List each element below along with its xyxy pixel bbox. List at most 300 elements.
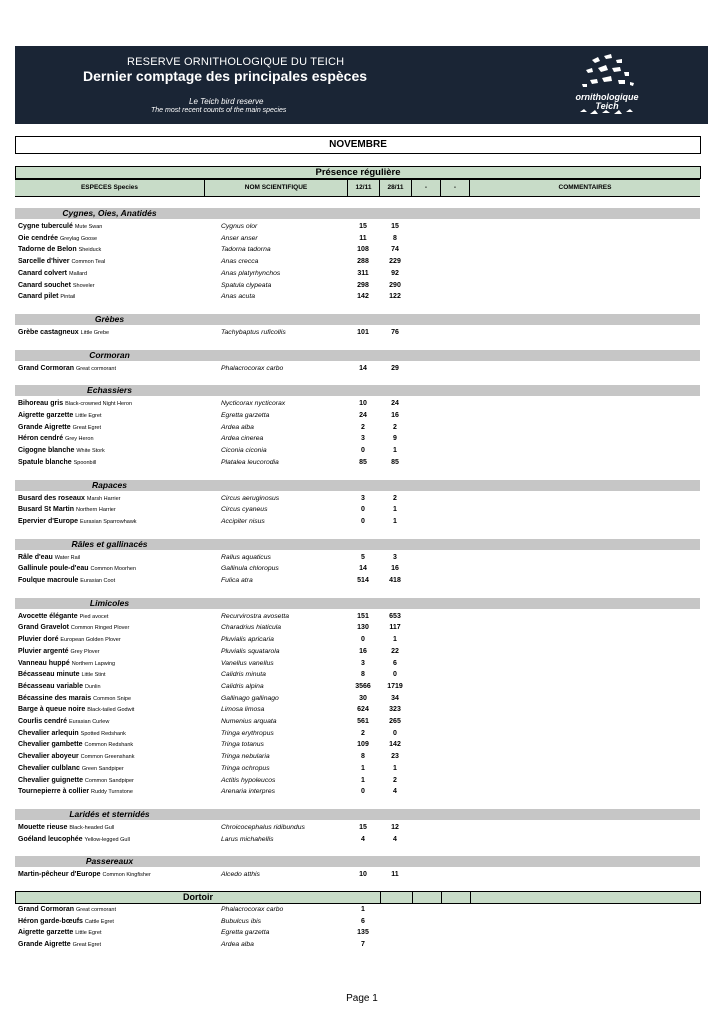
table-row	[15, 704, 700, 715]
table-row	[15, 693, 700, 704]
category-name: Cormoran	[89, 349, 130, 360]
count-date2: 229	[389, 258, 401, 266]
scientific-name: Accipiter nisus	[221, 517, 265, 525]
table-row	[15, 291, 700, 302]
french-name: Avocette élégante	[18, 612, 78, 620]
french-name: Héron garde-bœufs	[18, 917, 83, 925]
species-name	[18, 493, 121, 505]
count-date2: 653	[389, 612, 401, 620]
table-row	[15, 433, 700, 444]
count-date1: 10	[359, 400, 367, 408]
french-name: Bécassine des marais	[18, 694, 92, 702]
scientific-name: Ardea cinerea	[221, 435, 264, 443]
species-name	[18, 575, 115, 587]
logo-text-2: Teich	[595, 101, 619, 111]
french-name: Oie cendrée	[18, 234, 59, 242]
count-date2: 34	[391, 694, 399, 702]
scientific-name: Egretta garzetta	[221, 412, 270, 419]
count-date1: 101	[357, 328, 369, 336]
count-date2: 1	[393, 447, 397, 455]
species-name	[18, 834, 130, 846]
reserve-logo	[572, 50, 642, 120]
french-name: Chevalier aboyeur	[18, 753, 79, 761]
species-name	[18, 445, 105, 457]
scientific-name: Circus cyaneus	[221, 506, 268, 514]
category-header	[15, 350, 700, 361]
table-row	[15, 669, 700, 680]
species-name	[18, 504, 116, 516]
species-name	[18, 916, 114, 928]
count-date1: 24	[359, 412, 367, 419]
dortoir-section-title	[15, 891, 701, 904]
column-comments: COMMENTAIRES	[469, 180, 700, 196]
count-date2: 92	[391, 269, 399, 277]
scientific-name: Tringa nebularia	[221, 753, 270, 761]
presence-section-title: Présence régulière	[15, 166, 701, 179]
table-row	[15, 244, 700, 255]
dortoir-cell	[380, 892, 412, 903]
table-row	[15, 504, 700, 515]
count-date1: 288	[357, 258, 369, 266]
french-name: Courlis cendré	[18, 718, 68, 725]
category-header	[15, 856, 700, 867]
table-row	[15, 739, 700, 750]
species-name	[18, 433, 94, 445]
category-name: Passereaux	[85, 856, 134, 867]
species-name	[18, 410, 101, 422]
count-date1: 0	[361, 788, 365, 796]
scientific-name: Numenius arquata	[221, 718, 277, 725]
table-row	[15, 575, 700, 586]
species-name	[18, 221, 102, 233]
french-name: Tadorne de Belon	[18, 246, 77, 254]
count-date2: 290	[389, 281, 401, 289]
species-name	[18, 658, 115, 670]
count-date2: 8	[393, 234, 397, 242]
count-date1: 109	[357, 741, 369, 749]
count-date1: 4	[361, 835, 365, 843]
scientific-name: Vanellus vanellus	[221, 659, 274, 667]
french-name: Bécasseau variable	[18, 682, 83, 690]
category-header	[15, 480, 700, 491]
scientific-name: Recurvirostra avosetta	[221, 612, 289, 620]
count-date1: 16	[359, 647, 367, 655]
count-date1: 15	[359, 823, 367, 831]
french-name: Canard colvert	[18, 269, 68, 277]
table-row	[15, 916, 700, 927]
french-name: Grande Aigrette	[18, 941, 71, 949]
count-date2: 12	[391, 823, 399, 831]
species-name	[18, 939, 101, 951]
count-date1: 8	[361, 671, 365, 679]
english-name: Northern Harrier	[75, 507, 116, 514]
page-title: Dernier comptage des principales espèces	[83, 68, 368, 84]
table-row	[15, 869, 700, 880]
species-name	[18, 552, 80, 564]
french-name: Héron cendré	[18, 435, 64, 443]
count-date2: 418	[389, 577, 401, 584]
count-date1: 3	[361, 659, 365, 667]
count-date2: 16	[391, 412, 399, 419]
english-name: Black-headed Gull	[69, 824, 115, 831]
table-row	[15, 646, 700, 657]
count-date2: 76	[391, 328, 399, 336]
species-name	[18, 775, 134, 787]
count-date2: 265	[389, 718, 401, 725]
category-header	[15, 314, 700, 325]
count-date1: 6	[361, 917, 365, 925]
species-name	[18, 422, 101, 434]
count-date2: 85	[391, 458, 399, 466]
english-name: Common Snipe	[93, 695, 132, 702]
english-name: Great cormorant	[75, 365, 117, 372]
species-name	[18, 516, 137, 528]
table-row	[15, 363, 700, 374]
species-name	[18, 927, 101, 939]
table-row	[15, 634, 700, 645]
french-name: Busard St Martin	[18, 506, 75, 514]
category-name: Echassiers	[87, 385, 132, 396]
scientific-name: Gallinula chloropus	[221, 565, 279, 573]
count-date2: 323	[389, 706, 401, 714]
count-date1: 298	[357, 281, 369, 289]
scientific-name: Ardea alba	[221, 941, 254, 949]
count-date1: 0	[361, 506, 365, 514]
table-row	[15, 927, 700, 938]
table-row	[15, 280, 700, 291]
english-name: Little Stint	[81, 672, 106, 679]
count-date2: 29	[391, 364, 399, 372]
scientific-name: Calidris minuta	[221, 671, 266, 679]
english-name: Eurasian Sparrowhawk	[79, 518, 137, 525]
english-name: Common Teal	[71, 259, 106, 266]
french-name: Epervier d'Europe	[18, 517, 79, 525]
count-date2: 2	[393, 423, 397, 431]
english-name: European Golden Plover	[60, 637, 121, 644]
species-name	[18, 704, 134, 716]
french-name: Spatule blanche	[18, 458, 72, 466]
scientific-name: Alcedo atthis	[221, 871, 260, 879]
french-name: Mouette rieuse	[18, 823, 68, 831]
english-name: Pintail	[60, 294, 76, 301]
french-name: Chevalier guignette	[18, 776, 83, 784]
table-row	[15, 422, 700, 433]
species-name	[18, 563, 136, 575]
reserve-name: RESERVE ORNITHOLOGIQUE DU TEICH	[127, 56, 345, 68]
count-date1: 7	[361, 941, 365, 949]
table-row	[15, 445, 700, 456]
species-name	[18, 669, 106, 681]
table-row	[15, 493, 700, 504]
count-date2: 9	[393, 435, 397, 443]
french-name: Râle d'eau	[18, 553, 53, 561]
english-name: Mallard	[68, 270, 88, 277]
french-name: Martin-pêcheur d'Europe	[18, 871, 101, 879]
table-row	[15, 658, 700, 669]
scientific-name: Pluvialis squatarola	[221, 647, 280, 655]
species-name	[18, 327, 109, 339]
english-name: Black-tailed Godwit	[87, 707, 135, 714]
species-name	[18, 457, 96, 469]
category-name: Laridés et sternidés	[69, 808, 150, 819]
english-name: Grey Plover	[70, 648, 100, 655]
species-name	[18, 398, 132, 410]
english-name: Marsh Harrier	[86, 495, 121, 502]
species-name	[18, 291, 75, 303]
french-name: Chevalier arlequin	[18, 729, 79, 737]
table-row	[15, 327, 700, 338]
table-row	[15, 939, 700, 950]
french-name: Gallinule poule-d'eau	[18, 565, 89, 573]
count-date1: 3	[361, 494, 365, 502]
count-date2: 4	[393, 788, 397, 796]
table-row	[15, 221, 700, 232]
species-name	[18, 268, 87, 280]
scientific-name: Egretta garzetta	[221, 929, 270, 937]
english-name: Greylag Goose	[60, 235, 98, 242]
english-name: Mute Swan	[74, 224, 103, 230]
column-dash2: -	[440, 180, 469, 196]
count-date2: 22	[391, 647, 399, 655]
scientific-name: Tringa ochropus	[221, 764, 270, 772]
scientific-name: Chroicocephalus ridibundus	[221, 823, 305, 831]
species-name	[18, 256, 105, 268]
count-date1: 142	[357, 293, 369, 301]
count-date1: 1	[361, 906, 365, 913]
english-name: Common Redshank	[84, 742, 134, 749]
species-name	[18, 728, 126, 740]
table-row	[15, 552, 700, 563]
month-title: NOVEMBRE	[15, 136, 701, 154]
count-date2: 24	[391, 400, 399, 408]
english-name: Common Ringed Plover	[70, 625, 130, 632]
scientific-name: Platalea leucorodia	[221, 458, 279, 466]
table-row	[15, 622, 700, 633]
scientific-name: Anas platyrhynchos	[221, 269, 281, 277]
table-row	[15, 563, 700, 574]
table-row	[15, 763, 700, 774]
french-name: Grèbe castagneux	[18, 328, 79, 336]
english-name: Eurasian Coot	[80, 578, 116, 584]
category-header	[15, 385, 700, 396]
count-date1: 85	[359, 458, 367, 466]
table-row	[15, 268, 700, 279]
scientific-name: Anas acuta	[221, 293, 256, 301]
count-date1: 108	[357, 246, 369, 254]
count-date1: 311	[357, 269, 369, 277]
count-date2: 1	[393, 636, 397, 644]
dortoir-cell	[412, 892, 441, 903]
count-date1: 5	[361, 553, 365, 561]
english-name: Common Greenshank	[80, 754, 135, 761]
french-name: Aigrette garzette	[18, 412, 74, 419]
english-name: Great Egret	[72, 424, 102, 431]
category-header	[15, 208, 700, 219]
count-date2: 16	[391, 565, 399, 573]
count-date1: 3	[361, 435, 365, 443]
table-row	[15, 233, 700, 244]
count-date1: 151	[357, 612, 369, 620]
table-row	[15, 256, 700, 267]
french-name: Grande Aigrette	[18, 423, 71, 431]
count-date1: 1	[361, 776, 365, 784]
scientific-name: Fulica atra	[221, 577, 253, 584]
english-name: Great cormorant	[75, 907, 117, 913]
scientific-name: Limosa limosa	[221, 706, 265, 714]
count-date2: 1	[393, 764, 397, 772]
english-subtitle: Le Teich bird reserve	[189, 97, 264, 106]
english-name: Green Sandpiper	[81, 765, 124, 772]
species-name	[18, 763, 124, 775]
count-date2: 11	[391, 871, 399, 879]
header-banner	[15, 46, 708, 124]
french-name: Busard des roseaux	[18, 494, 85, 502]
table-row	[15, 457, 700, 468]
column-date1: 12/11	[347, 180, 379, 196]
count-date2: 3	[393, 553, 397, 561]
english-name: Yellow-legged Gull	[84, 836, 130, 843]
scientific-name: Phalacrocorax carbo	[221, 364, 284, 372]
french-name: Bécasseau minute	[18, 671, 80, 679]
scientific-name: Anser anser	[221, 234, 258, 242]
column-date2: 28/11	[379, 180, 411, 196]
english-name: Little Grebe	[80, 329, 110, 336]
english-name: White Stork	[76, 448, 105, 455]
english-name: Common Sandpiper	[84, 777, 134, 784]
category-name: Limicoles	[89, 597, 130, 608]
french-name: Chevalier gambette	[18, 741, 83, 749]
english-name: Spoonbill	[73, 459, 97, 466]
count-date2: 142	[389, 741, 401, 749]
scientific-name: Larus michahellis	[221, 835, 274, 843]
species-name	[18, 681, 101, 693]
dortoir-cell	[470, 892, 701, 903]
scientific-name: Rallus aquaticus	[221, 553, 271, 561]
french-name: Grand Cormoran	[18, 906, 75, 913]
count-date2: 117	[389, 624, 401, 632]
table-header	[15, 179, 700, 197]
scientific-name: Nycticorax nycticorax	[221, 400, 286, 408]
count-date2: 0	[393, 671, 397, 679]
french-name: Pluvier doré	[18, 636, 59, 644]
table-row	[15, 822, 700, 833]
column-dash1: -	[411, 180, 440, 196]
table-row	[15, 681, 700, 692]
category-name: Grèbes	[94, 313, 125, 324]
count-date2: 4	[393, 835, 397, 843]
species-name	[18, 739, 133, 751]
english-name: Spotted Redshank	[80, 730, 126, 737]
french-name: Goéland leucophée	[18, 835, 83, 843]
scientific-name: Pluvialis apricaria	[221, 636, 274, 644]
category-header	[15, 809, 700, 820]
scientific-name: Gallinago gallinago	[221, 694, 279, 702]
count-date2: 2	[393, 776, 397, 784]
count-date1: 0	[361, 636, 365, 644]
english-name: Northern Lapwing	[71, 660, 116, 667]
english-name: Little Egret	[75, 930, 102, 937]
french-name: Bihoreau gris	[18, 400, 64, 408]
scientific-name: Charadrius hiaticula	[221, 624, 282, 632]
count-date2: 0	[393, 729, 397, 737]
count-date2: 23	[391, 753, 399, 761]
count-date1: 8	[361, 753, 365, 761]
species-name	[18, 693, 131, 705]
scientific-name: Bubulcus ibis	[221, 917, 262, 925]
scientific-name: Arenaria interpres	[221, 788, 276, 796]
french-name: Foulque macroule	[18, 577, 79, 584]
count-date2: 15	[391, 223, 399, 230]
english-name: Pied avocet	[79, 613, 109, 620]
english-name: Grey Heron	[65, 436, 94, 443]
french-name: Grand Gravelot	[18, 624, 69, 632]
species-name	[18, 786, 133, 798]
english-name: Black-crowned Night Heron	[65, 401, 133, 408]
count-date1: 30	[359, 694, 367, 702]
category-name: Râles et gallinacés	[71, 538, 148, 549]
species-name	[18, 611, 108, 623]
english-name: Water Rail	[54, 554, 81, 561]
species-name	[18, 904, 116, 916]
french-name: Sarcelle d'hiver	[18, 258, 70, 266]
table-row	[15, 611, 700, 622]
count-date1: 0	[361, 517, 365, 525]
category-header	[15, 539, 700, 550]
scientific-name: Ciconia ciconia	[221, 447, 267, 455]
species-name	[18, 751, 134, 763]
table-row	[15, 786, 700, 797]
scientific-name: Tringa erythropus	[221, 729, 274, 737]
scientific-name: Circus aeruginosus	[221, 494, 280, 502]
scientific-name: Ardea alba	[221, 423, 254, 431]
count-date1: 561	[357, 718, 369, 725]
english-name: Common Kingfisher	[102, 872, 151, 879]
count-date1: 624	[357, 706, 369, 714]
count-date1: 130	[357, 624, 369, 632]
english-name: Great Egret	[72, 942, 102, 949]
species-name	[18, 716, 109, 728]
scientific-name: Tringa totanus	[221, 741, 264, 749]
english-description: The most recent counts of the main species	[151, 107, 287, 114]
count-date1: 11	[359, 234, 367, 242]
table-row	[15, 834, 700, 845]
french-name: Vanneau huppé	[18, 659, 70, 667]
table-row	[15, 728, 700, 739]
english-name: Sheiduck	[78, 247, 102, 254]
category-name: Rapaces	[92, 479, 127, 490]
count-date2: 2	[393, 494, 397, 502]
english-name: Cattle Egret	[84, 918, 114, 925]
count-date1: 514	[357, 577, 369, 584]
table-row	[15, 904, 700, 915]
species-name	[18, 280, 95, 292]
count-date1: 10	[359, 871, 367, 879]
count-date1: 15	[359, 223, 367, 230]
dortoir-cell	[441, 892, 470, 903]
species-name	[18, 233, 97, 245]
english-name: Shoveler	[72, 282, 95, 289]
french-name: Cigogne blanche	[18, 447, 75, 455]
count-date2: 1	[393, 517, 397, 525]
column-species: ESPECES Species	[80, 184, 139, 191]
english-name: Dunlin	[84, 683, 101, 690]
table-row	[15, 398, 700, 409]
count-date1: 2	[361, 729, 365, 737]
count-date1: 14	[359, 565, 367, 573]
count-date1: 135	[357, 929, 369, 937]
scientific-name: Tachybaptus ruficollis	[221, 328, 286, 336]
count-date1: 2	[361, 423, 365, 431]
